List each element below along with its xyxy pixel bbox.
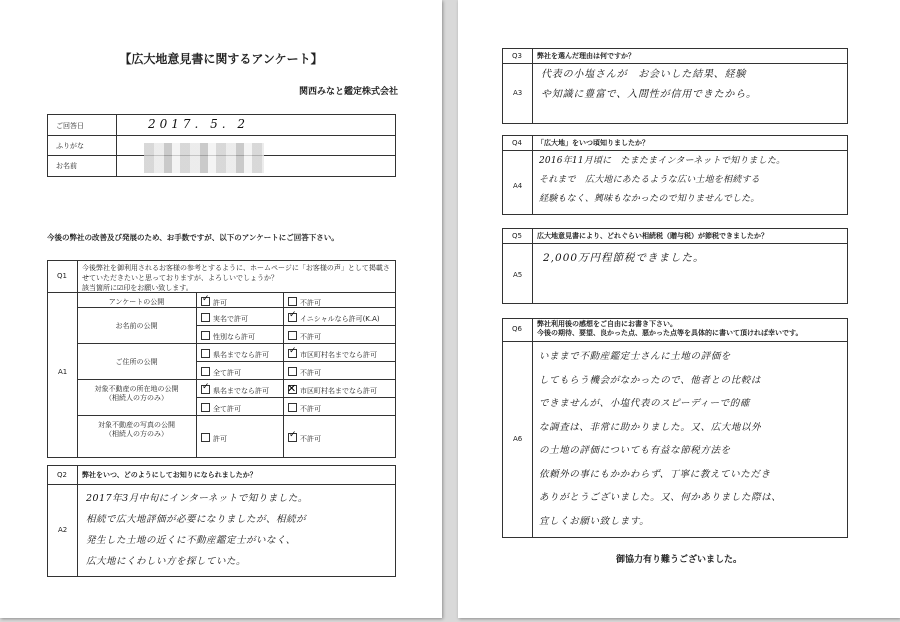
q6-block	[502, 318, 848, 538]
checkbox-icon[interactable]	[201, 403, 210, 412]
opt-name-initial[interactable]: ✓ イニシャルなら許可(K.A)	[288, 313, 380, 324]
opt-name-real[interactable]: 実名で許可	[201, 313, 248, 324]
name-label: お名前	[56, 162, 77, 170]
checkbox-icon[interactable]	[288, 331, 297, 340]
checkbox-checked-icon[interactable]	[288, 313, 297, 322]
q6-text: 弊社利用後の感想をご自由にお書き下さい。 今後の期待、要望、良かった点、悪かった点等を具体的に書いて頂ければ幸いです。	[537, 320, 803, 337]
closing-message: 御協力有り難うございました。	[615, 555, 742, 565]
a2-handwritten-answer: 2017年3月中旬にインターネットで知りました。 相続で広大地評価が必要になりましたが、相続が 発生した土地の近くに不動産鑑定士がいなく、 広大地にくわしい方を探していた。	[86, 493, 308, 567]
a4-handwritten-answer: 2016年11月頃に たまたまインターネットで知りました。 それまで 広大地にあたるような広い土地を相続する 経験もなく、興味もなかったので知りませんでした。	[539, 156, 786, 204]
opt-address-pref[interactable]: 県名までなら許可	[201, 349, 269, 360]
checkbox-icon[interactable]	[201, 349, 210, 358]
q3-text: 弊社を選んだ理由は何ですか？	[537, 52, 635, 60]
q1-text: 今後弊社を御利用されるお客様の参考とするように、ホームページに「お客様の声」として掲載させていただきたいと思っておりますが、よろしいでしょうか？ 該当箇所に☑印をお願い致します。	[82, 264, 390, 292]
left-page	[0, 0, 442, 618]
a4-label: A4	[513, 182, 523, 190]
opt-address-city[interactable]: ✓ 市区町村名までなら許可	[288, 349, 377, 360]
document-title: 【広大地意見書に関するアンケート】	[119, 52, 323, 66]
checkbox-icon[interactable]	[288, 403, 297, 412]
q4-block	[502, 135, 848, 215]
q2-text: 弊社をいつ、どのようにしてお知りになられましたか？	[82, 471, 257, 479]
a3-handwritten-answer: 代表の小塩さんが お会いした結果、経験 や知識に豊富で、入間性が信用できたから。	[541, 69, 757, 100]
opt-address-deny[interactable]: 不許可	[288, 367, 321, 378]
row-address-publish-label: ご住所の公開	[115, 358, 158, 366]
a3-label: A3	[513, 89, 523, 97]
opt-location-all[interactable]: 全て許可	[201, 403, 241, 414]
checkbox-icon[interactable]	[201, 313, 210, 322]
checkbox-crossed-icon[interactable]	[288, 385, 297, 394]
checkbox-icon[interactable]	[201, 433, 210, 442]
q5-block	[502, 228, 848, 304]
opt-photo-permit[interactable]: 許可	[201, 433, 227, 444]
opt-address-all[interactable]: 全て許可	[201, 367, 241, 378]
furigana-label: ふりがな	[56, 142, 84, 150]
q1-block	[47, 260, 396, 458]
q2-block	[47, 465, 396, 577]
a6-label: A6	[513, 435, 523, 443]
q2-label: Q2	[57, 471, 67, 479]
intro-text: 今後の弊社の改善及び発展のため、お手数ですが、以下のアンケートにご回答下さい。	[47, 233, 339, 242]
q3-block	[502, 48, 848, 124]
respondent-info-table	[47, 114, 396, 177]
row-property-location-label: 対象不動産の所在地の公開 （相続人の方のみ）	[94, 385, 179, 402]
q6-label: Q6	[512, 325, 522, 333]
opt-photo-deny[interactable]: ✓ 不許可	[288, 433, 321, 444]
checkbox-checked-icon[interactable]	[201, 385, 210, 394]
checkbox-checked-icon[interactable]	[201, 297, 210, 306]
date-label: ご回答日	[56, 122, 84, 130]
checkbox-icon[interactable]	[201, 331, 210, 340]
a5-label: A5	[513, 271, 523, 279]
row-survey-publish-label: アンケートの公開	[108, 298, 165, 306]
q3-label: Q3	[512, 52, 522, 60]
opt-survey-deny[interactable]: 不許可	[288, 297, 321, 308]
a2-label: A2	[58, 526, 68, 534]
opt-name-deny[interactable]: 不許可	[288, 331, 321, 342]
opt-name-gender[interactable]: 性別なら許可	[201, 331, 255, 342]
q4-text: 「広大地」をいつ頃知りましたか？	[537, 139, 649, 147]
opt-location-city[interactable]: ✕ 市区町村名までなら許可	[288, 385, 377, 396]
row-name-publish-label: お名前の公開	[115, 322, 158, 330]
right-page	[458, 0, 900, 618]
checkbox-icon[interactable]	[288, 297, 297, 306]
opt-location-pref[interactable]: ✓県名までなら許可	[201, 385, 269, 396]
a6-handwritten-answer: いままで不動産鑑定士さんに土地の評価を してもらう機会がなかったので、他者との比較は できませんが、小塩代表のスピーディーで的確 な調査は、非常に助かりました。又、広大地以外 の土地の評価についても有益な節税方法を 依頼外の事にもかかわらず、丁寧に教えていただき ありがとうございました。又、何かありました際は、 宜しくお願い致します。	[539, 351, 782, 527]
row-property-photo-label: 対象不動産の写真の公開 （相続人の方のみ）	[98, 421, 175, 438]
q4-label: Q4	[512, 139, 522, 147]
checkbox-checked-icon[interactable]	[288, 433, 297, 442]
q1-label: Q1	[57, 272, 67, 280]
checkbox-icon[interactable]	[288, 367, 297, 376]
q5-label: Q5	[512, 232, 522, 240]
company-name: 関西みなと鑑定株式会社	[298, 87, 398, 97]
opt-survey-permit[interactable]: ✓許可	[201, 297, 227, 308]
checkbox-checked-icon[interactable]	[288, 349, 297, 358]
a5-handwritten-answer: 2,000万円程節税できました。	[543, 252, 705, 264]
opt-location-deny[interactable]: 不許可	[288, 403, 321, 414]
q5-text: 広大地意見書により、どれぐらい相続税（贈与税）が節税できましたか？	[537, 232, 768, 240]
checkbox-icon[interactable]	[201, 367, 210, 376]
a1-label: A1	[58, 368, 68, 376]
date-value: 2017. 5. 2	[148, 117, 250, 131]
redacted-name-blur	[144, 143, 264, 173]
